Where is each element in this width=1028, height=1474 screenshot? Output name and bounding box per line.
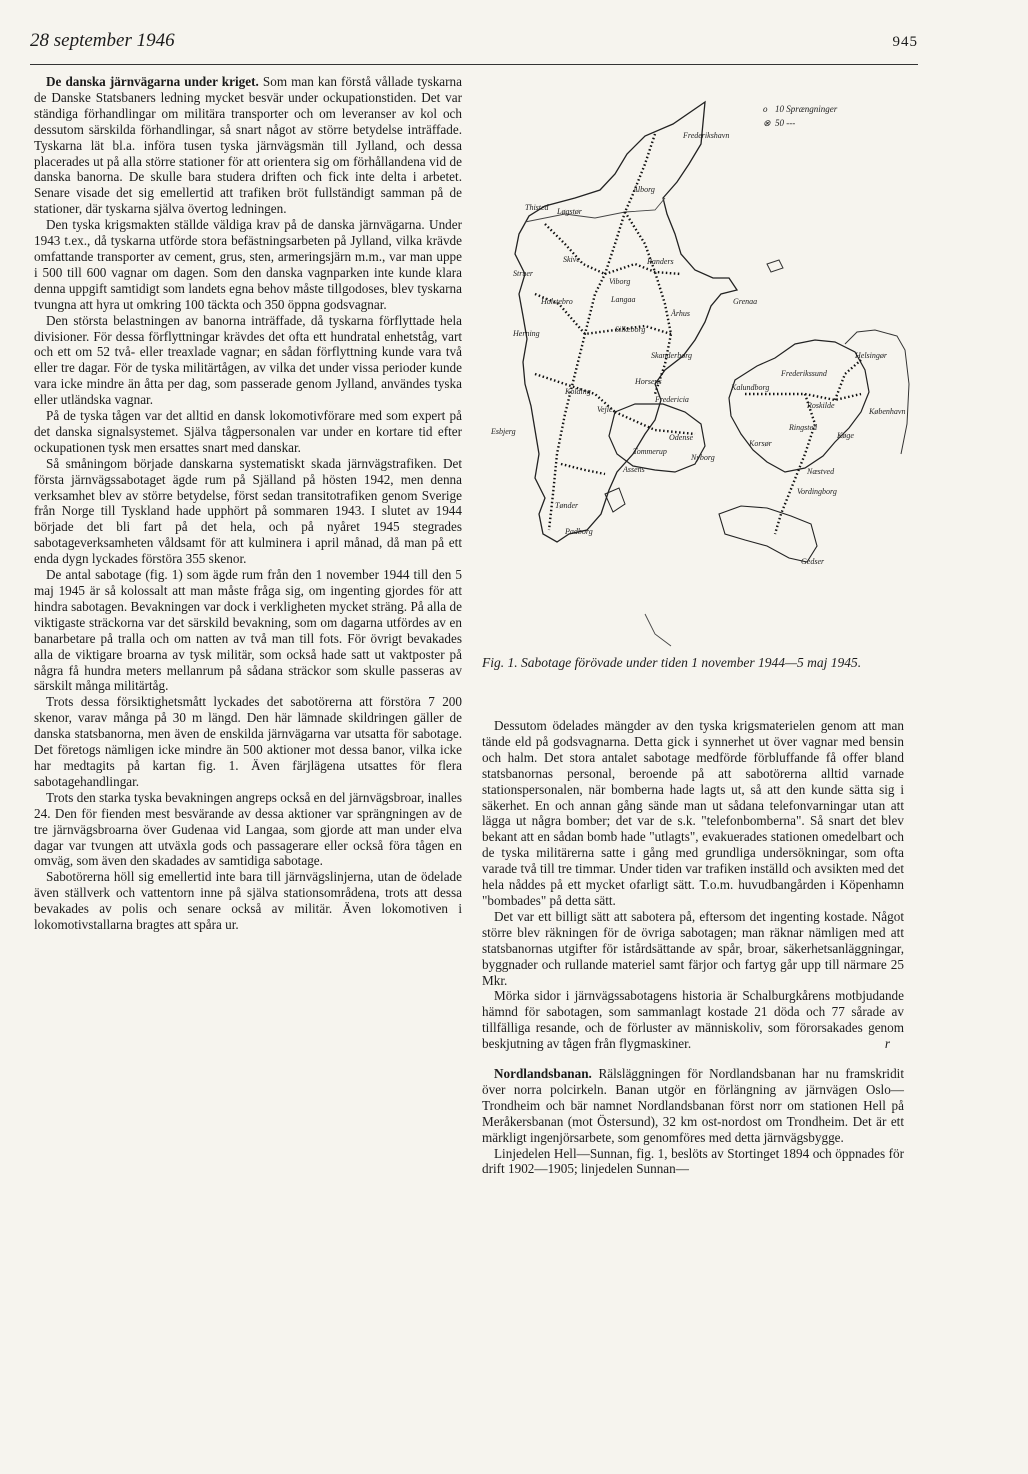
paragraph [482, 988, 904, 1052]
paragraph: Den största belastningen av banorna inträffade, då tyskarna förflyttade hela divisioner. För dessa förflyttningar krävdes det ofta ett hundratal enhetståg, vart och ett om 52 två- eller treaxlade vagnar; en sådan förflyttning kunde vara två eller tre dagar. För de tyska militärtågen, av vilka det under vissa perioder kunde vara icke mindre än åtta per dag, som passerade genom Jylland, användes tyska eller utländska vagnar. [34, 312, 462, 408]
place-label: Ringsted [789, 423, 817, 432]
place-label: Grenaa [733, 297, 758, 306]
section-gap [482, 1052, 904, 1066]
place-label: Fredericia [655, 395, 689, 404]
place-label: Vordingborg [797, 487, 837, 496]
place-label: Næstved [807, 467, 835, 476]
place-label: Korsør [749, 439, 772, 448]
place-label: Frederikshavn [683, 131, 730, 140]
section-heading: De danska järnvägarna under kriget. [46, 74, 259, 89]
sabotage-map [491, 94, 915, 654]
map-frame-bottom [645, 614, 671, 646]
place-label: Herning [513, 329, 540, 338]
place-label: Ålborg [633, 185, 655, 194]
place-label: Viborg [609, 277, 631, 286]
page-header [30, 28, 918, 65]
lolland-coast [719, 506, 817, 562]
right-column [482, 718, 904, 1177]
section-heading: Nordlandsbanan. [494, 1066, 592, 1082]
place-label: Gedser [801, 557, 825, 566]
issue-date: 28 september 1946 [30, 30, 175, 51]
place-label: Struer [513, 269, 533, 278]
place-label: Horsens [635, 377, 662, 386]
place-label: Roskilde [807, 401, 835, 410]
legend-symbol-large: ⊗ [763, 118, 771, 128]
place-label: Køge [837, 431, 854, 440]
paragraph: Trots den starka tyska bevakningen angreps också en del järnvägsbroar, inalles 24. Den för fienden mest besvärande av dessa aktioner var sprängningen av de tre järnvägsbroarna över Gudenaa vid Langaa, som gjorde att man under elva dagar var tvungen att utväxla gods och passagerare eller också föra tågen en omväg, som även den skadades av samtidiga sabotage. [34, 789, 462, 869]
place-label: Silkeborg [615, 325, 646, 334]
zealand-coast [729, 340, 869, 472]
paragraph: Sabotörerna höll sig emellertid inte bara till järnvägslinjerna, utan de ödelade även ställverk och vattentorn inne på själva stationsområdena, trots att dessa bevakades av polis och senare också av militär. Även lokomotiven i lokomotivstallarna bragtes att spåra ur. [34, 869, 462, 933]
place-label: Assens [623, 465, 645, 474]
place-label: Thisted [525, 203, 549, 212]
author-signature: r [884, 1036, 890, 1052]
paragraph: På de tyska tågen var det alltid en dansk lokomotivförare med som expert på det danska signalsystemet. Själva tågpersonalen var under en kortare tid efter ockupationen tysk men ersattes snart med danskar. [34, 408, 462, 455]
place-label: Helsingør [855, 351, 887, 360]
paragraph: De antal sabotage (fig. 1) som ägde rum från den 1 november 1944 till den 5 maj 1945 är så kolossalt att man måste fråga sig, om ingenting gjordes för att hindra sabotagen. Bevakningen var dock i verkligheten mycket sträng. På alla de viktigaste sträckorna var det särskild bevakning, som om dagarna utfördes av en banarbetare på tralla och om natten av två man till fots. För övrigt bevakades alla de viktigare broarna av tysk militär, som också hade satt ut vaktposter på några få hundra meters mellanrum på sådana sträckor som skulle passeras av särskilt många militärtåg. [34, 567, 462, 694]
paragraph: Dessutom ödelades mängder av den tyska krigsmaterielen genom att man tände eld på godsvagnarna. Detta gick i synnerhet ut över vagnar med bensin och halm. Det stora antalet sabotage medförde förbluffande få offer bland statsbanornas personal, beroende på att sabotörerna alltid varnade stationspersonalen, när bomberna hade lagts ut, så att den kunde sätta sig i säkerhet. En och annan gång sände man ut sådana telefonvarningar utan att lägga ut några bomber; det var de s.k. "telefonbomberna". Så snart det blev bekant att en sådan bomb hade "utlagts", evakuerades stationen omedelbart och de tyska militärerna satte i gång med grundliga undersökningar, som ofta varade två till tre timmar. Under tiden var trafiken inställd och avsikten med det hela nåddes på ett mycket ofarligt sätt. T.o.m. huvudbangården i Köpenhamn "bombades" på detta sätt. [482, 718, 904, 908]
paragraph: Trots dessa försiktighetsmått lyckades det sabotörerna att förstöra 7 200 skenor, varav många på 30 m längd. Den här lämnade skildringen gäller de danska statsbanorna, men även de enskilda järnvägarna var utsatta för sabotage. Det företogs nämligen icke mindre än 500 aktioner mot dessa banor, vilka icke har medtagits på kartan fig. 1. Även färjlägena utsattes för flera sabotagehandlingar. [34, 694, 462, 789]
page-number: 945 [892, 34, 918, 50]
paragraph-text: Mörka sidor i järnvägssabotagens historia är Schalburgkårens motbjudande hämnd för sabotagen, som sammanlagt kostade 21 döda och 77 sårade av tillfälliga resande, och de förluster av människoliv, som förorsakades genom beskjutning av tågen från flygmaskiner. [482, 988, 904, 1052]
paragraph [34, 74, 462, 217]
place-label: Padborg [565, 527, 593, 536]
place-label: Langaa [611, 295, 636, 304]
paragraph-text: Rälsläggningen för Nordlandsbanan har nu framskridit över norra polcirkeln. Banan utgör en förlängning av järnvägen Oslo—Trondheim och bär namnet Nordlandsbanan först norr om stationen Hell på Meråkersbanan (mot Östersund), 32 km ost-nordost om Trondheim. Det är ett märkligt ingenjörsarbete, som genomföres med detta järnvägsbygge. [482, 1066, 904, 1145]
place-label: Odense [669, 433, 693, 442]
place-label: Skive [563, 255, 580, 264]
place-label: Frederikssund [781, 369, 827, 378]
place-label: Skanderborg [651, 351, 693, 360]
place-labels [490, 131, 905, 566]
place-label: Tommerup [633, 447, 667, 456]
legend-label-large: 50 --- [775, 118, 796, 128]
place-label: Holstebro [541, 297, 573, 306]
anholt-island [767, 260, 783, 272]
paragraph: Den tyska krigsmakten ställde väldiga krav på de danska järnvägarna. Under 1943 t.ex., då tyskarna utförde stora befästningsarbeten på Jylland, vilka krävde omfattande transporter av cement, grus, sten, armeringsjärn m.m., var man uppe i 500 till 600 vagnar om dagen. Som den danska vagnparken inte kunde klara denna uppgift samtidigt som landets egna behov måste tillgodoses, blev tyskarna tvungna att hyra ut omkring 100 täckta och 350 öppna godsvagnar. [34, 217, 462, 312]
sweden-coast [845, 330, 909, 454]
paragraph-text: Som man kan förstå vållade tyskarna de Danske Statsbaners ledning mycket besvär under ockupationstiden. Det var ständiga förhandlingar om militära transporter och om leveranser av kol och dessutom särskilda förhandlingar, så snart något av större betydelse inträffade. Tyskarna lät bl.a. införa tusen tyska järnvägsmän till Jylland, och dessa placerades ut på alla större stationer för att orientera sig om förhållandena vid de danska banorna. De skulle bara studera driften och fick inte delta i arbetet. Senare visade det sig emellertid att trafiken bröt fullständigt samman på de stationer, där tyskarna själva övertog ledningen. [34, 74, 462, 217]
place-label: Nyborg [691, 453, 715, 462]
place-label: Kolding [565, 387, 591, 396]
left-column [34, 74, 462, 933]
paragraph: Så småningom började danskarna systematiskt skada järnvägstrafiken. Det första järnvägssabotaget ägde rum på Själland på hösten 1942, men denna verksamhet blev av större betydelse, först sedan transitotrafiken genom Sverige från Norge till Tyskland hade upphört på sommaren 1943. I slutet av 1944 började det bli fart på det hela, och på nyåret 1945 stegrades sabotageverksamheten våldsamt för att kulminera i april månad, då man på ett enda dygn lyckades förstöra 355 skenor. [34, 455, 462, 567]
place-label: Esbjerg [491, 427, 516, 436]
legend-symbol-small: o [763, 104, 768, 114]
paragraph [482, 1066, 904, 1146]
place-label: Løgstør [557, 207, 582, 216]
legend-label-small: 10 Sprængninger [775, 104, 838, 114]
place-label: Kalundborg [731, 383, 770, 392]
place-label: Århus [671, 309, 690, 318]
paragraph: Det var ett billigt sätt att sabotera på, eftersom det ingenting kostade. Något större blev räkningen för de övriga sabotagen; man räknar nämligen med att statsbanornas utgifter för istårdsättande av spår, broar, säkerhetsanläggningar, byggnader och rullande materiel samt färjor och fartyg går upp till närmare 25 Mkr. [482, 908, 904, 988]
paragraph: Linjedelen Hell—Sunnan, fig. 1, beslöts av Stortinget 1894 och öppnades för drift 1902—1905; linjedelen Sunnan— [482, 1145, 904, 1177]
place-label: København [869, 407, 906, 416]
jutland-coast [515, 102, 737, 542]
place-label: Vejle [597, 405, 613, 414]
place-label: Tønder [555, 501, 579, 510]
place-label: Randers [647, 257, 674, 266]
figure-caption: Fig. 1. Sabotage förövade under tiden 1 november 1944—5 maj 1945. [482, 655, 862, 670]
